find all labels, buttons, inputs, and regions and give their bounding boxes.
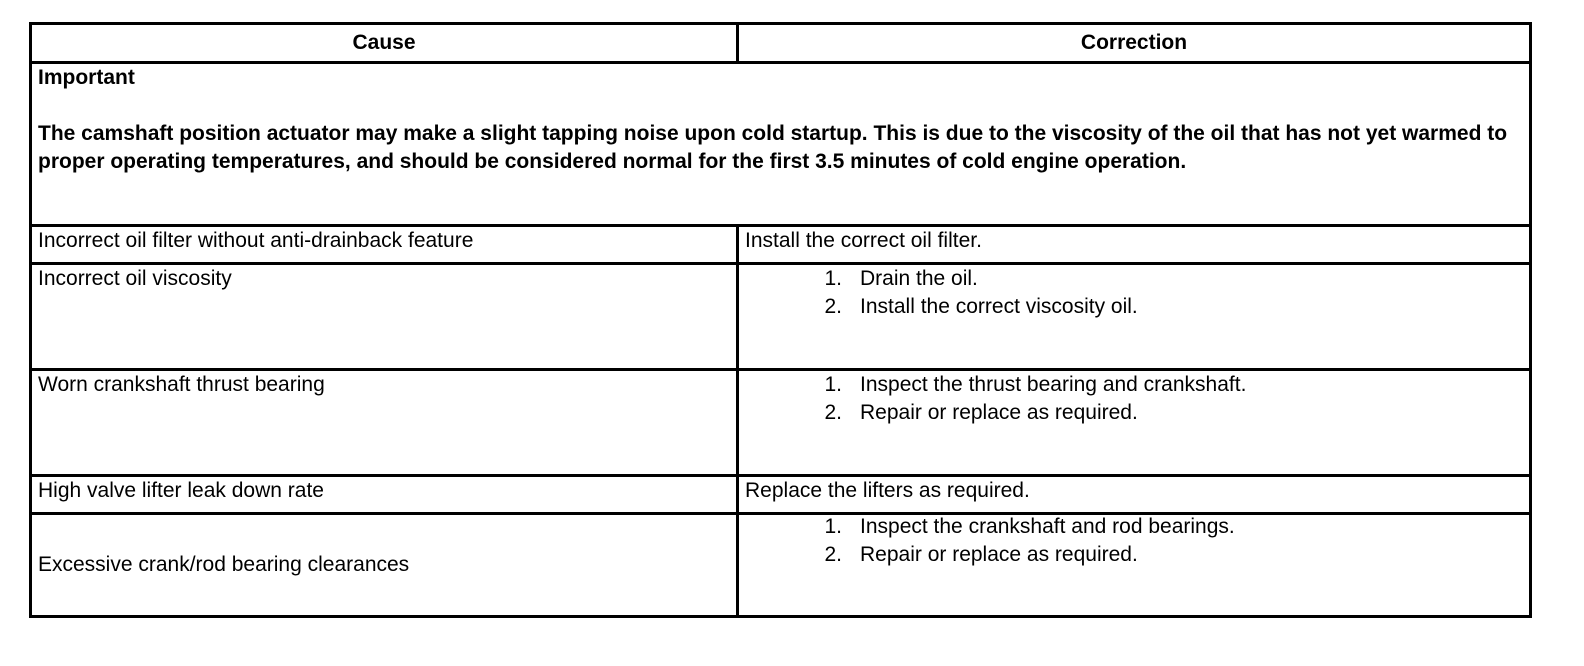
- diagnostic-table: [29, 22, 1532, 618]
- step-item: [791, 371, 1523, 399]
- step-item: [791, 541, 1523, 569]
- correction-cell: [738, 514, 1531, 617]
- table-row: [31, 226, 1531, 264]
- cause-cell: Excessive crank/rod bearing clearances: [31, 514, 738, 617]
- table-row: [31, 476, 1531, 514]
- table-row: [31, 370, 1531, 476]
- step-text: Repair or replace as required.: [860, 401, 1138, 424]
- cause-header: Cause: [31, 24, 738, 63]
- table-row: [31, 514, 1531, 617]
- step-text: Inspect the crankshaft and rod bearings.: [860, 515, 1235, 538]
- table-row: [31, 264, 1531, 370]
- important-title: Important: [38, 66, 135, 89]
- correction-cell: Install the correct oil filter.: [738, 226, 1531, 264]
- step-number: 2.: [824, 295, 842, 318]
- header-row: [31, 24, 1531, 63]
- cause-cell: Incorrect oil filter without anti-drainback feature: [31, 226, 738, 264]
- step-item: [791, 265, 1523, 293]
- step-number: 2.: [824, 543, 842, 566]
- correction-steps: [745, 265, 1523, 321]
- step-number: 1.: [824, 267, 842, 290]
- cause-cell: Incorrect oil viscosity: [31, 264, 738, 370]
- correction-cell: [738, 370, 1531, 476]
- step-number: 1.: [824, 373, 842, 396]
- step-text: Drain the oil.: [860, 267, 978, 290]
- step-item: [791, 293, 1523, 321]
- important-row: [31, 63, 1531, 226]
- cause-cell: High valve lifter leak down rate: [31, 476, 738, 514]
- step-text: Install the correct viscosity oil.: [860, 295, 1138, 318]
- important-body: The camshaft position actuator may make a slight tapping noise upon cold startup. This is due to the viscosity of the oil that has not yet warmed to proper operating temperatures, and should be considered normal for the first 3.5 minutes of cold engine operation.: [38, 122, 1508, 173]
- correction-header: Correction: [738, 24, 1531, 63]
- correction-cell: Replace the lifters as required.: [738, 476, 1531, 514]
- step-number: 1.: [824, 515, 842, 538]
- step-text: Repair or replace as required.: [860, 543, 1138, 566]
- correction-steps: [745, 371, 1523, 427]
- correction-steps: [745, 513, 1523, 569]
- important-note: [31, 63, 1531, 226]
- correction-cell: [738, 264, 1531, 370]
- step-text: Inspect the thrust bearing and crankshaft.: [860, 373, 1247, 396]
- step-item: [791, 513, 1523, 541]
- cause-cell: Worn crankshaft thrust bearing: [31, 370, 738, 476]
- step-item: [791, 399, 1523, 427]
- step-number: 2.: [824, 401, 842, 424]
